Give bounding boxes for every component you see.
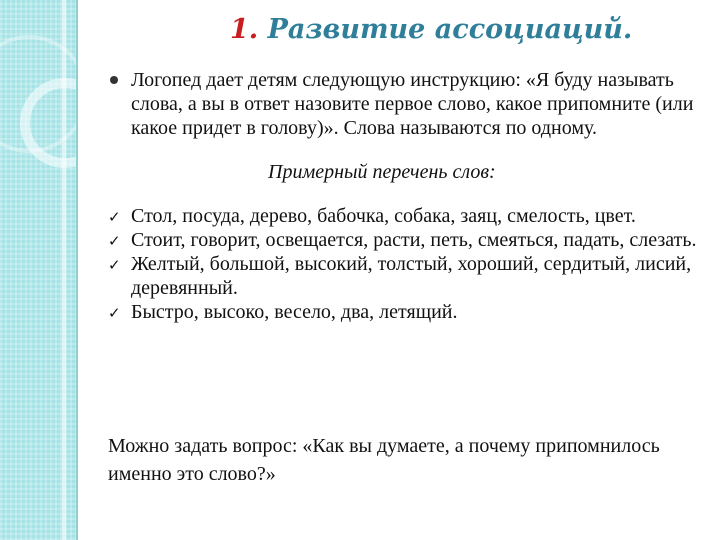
word-list-item [108,300,698,324]
intro-item [108,68,698,140]
decorative-side-band [0,0,78,540]
word-list-text: Желтый, большой, высокий, толстый, хороший, сердитый, лисий, деревянный. [131,253,692,299]
title-number: 1. [230,14,259,45]
decorative-stripe [62,0,66,540]
word-list-text: Стол, посуда, дерево, бабочка, собака, заяц, смелость, цвет. [131,205,636,227]
word-list-item [108,228,698,252]
word-list-item [108,204,698,228]
title-text: Развитие ассоциаций. [267,14,633,45]
check-icon: ✓ [108,232,121,250]
word-list-item [108,252,698,300]
check-icon: ✓ [108,304,121,322]
slide-title [230,14,632,45]
check-icon: ✓ [108,208,121,226]
word-list-text: Стоит, говорит, освещается, расти, петь, смеяться, падать, слезать. [131,229,697,251]
slide-content [108,68,698,324]
intro-text: Логопед дает детям следующую инструкцию: «Я буду называть слова, а вы в ответ назовите первое слово, какое припомните (или какое придет в голову)». Слова называются по одному. [131,69,694,139]
word-list-text: Быстро, высоко, весело, два, летящий. [131,301,458,323]
word-list-subtitle: Примерный перечень слов: [268,161,496,183]
closing-question: Можно задать вопрос: «Как вы думаете, а почему припомнилось именно это слово?» [108,435,660,485]
check-icon: ✓ [108,256,121,274]
